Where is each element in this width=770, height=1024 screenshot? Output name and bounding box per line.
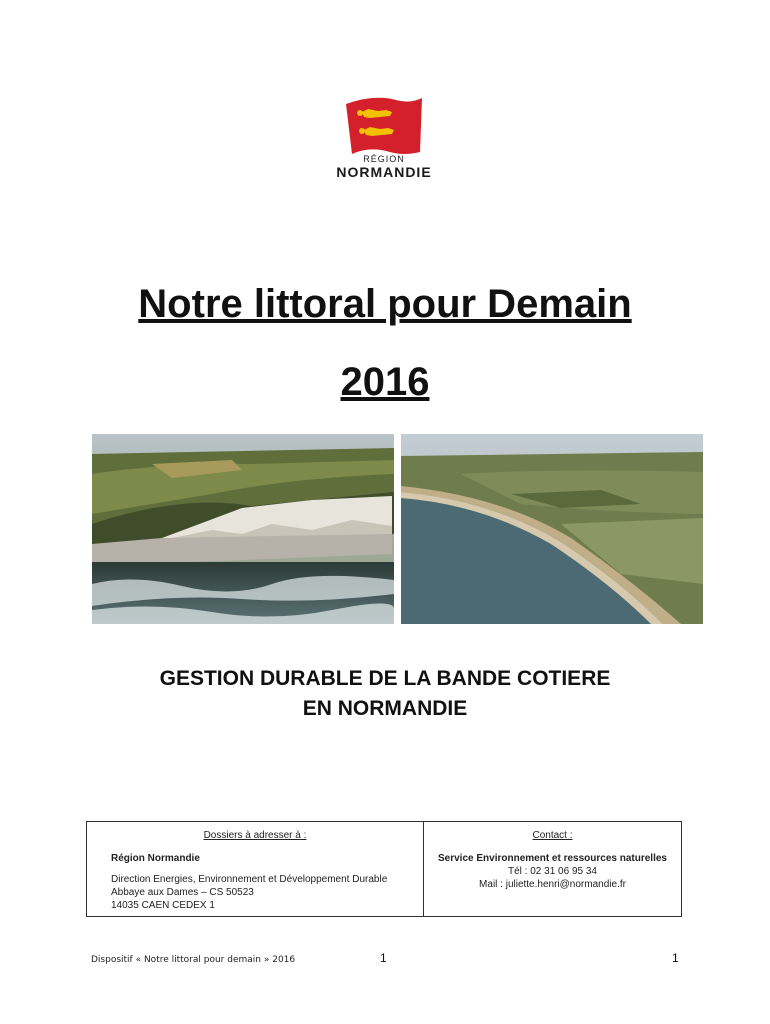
address-line: Abbaye aux Dames – CS 50523: [111, 887, 254, 898]
dossiers-address: [111, 852, 387, 912]
contact-service: Service Environnement et ressources naturelles: [438, 853, 667, 864]
subtitle-line-1: GESTION DURABLE DE LA BANDE COTIERE: [159, 667, 611, 690]
beach-dunes-photo: [401, 434, 703, 624]
contact-header: [424, 830, 681, 841]
contact-details: [424, 852, 681, 891]
logo-region-label: RÉGION: [363, 154, 405, 164]
page-title: Notre littoral pour Demain: [138, 282, 632, 326]
subtitle-line-2: EN NORMANDIE: [302, 697, 468, 720]
address-line: Direction Energies, Environnement et Développement Durable: [111, 874, 388, 885]
normandie-flag-icon: [344, 94, 424, 158]
footer-text: Dispositif « Notre littoral pour demain » 2016: [91, 955, 296, 965]
page-year: 2016: [340, 360, 430, 404]
contact-info-table: [86, 821, 682, 917]
dossiers-column: [87, 822, 424, 916]
contact-phone: Tél : 02 31 06 95 34: [508, 866, 597, 877]
region-normandie-logo: [324, 94, 444, 190]
contact-header-label: Contact: [532, 830, 567, 841]
dossiers-header: [87, 830, 423, 841]
contact-header-colon: :: [566, 830, 573, 841]
contact-column: [424, 822, 681, 916]
contact-email: Mail : juliette.henri@normandie.fr: [479, 879, 626, 890]
cliff-coast-photo: [92, 434, 394, 624]
address-line: 14035 CAEN CEDEX 1: [111, 900, 215, 911]
dossiers-header-colon: :: [300, 830, 307, 841]
logo-normandie-label: NORMANDIE: [336, 164, 432, 180]
dossiers-header-label: Dossiers à adresser à: [203, 830, 301, 841]
footer-page-number: 1: [380, 951, 387, 965]
dossiers-recipient: Région Normandie: [111, 853, 200, 864]
footer-page-number-right: 1: [672, 951, 679, 965]
subtitle: [0, 664, 770, 724]
